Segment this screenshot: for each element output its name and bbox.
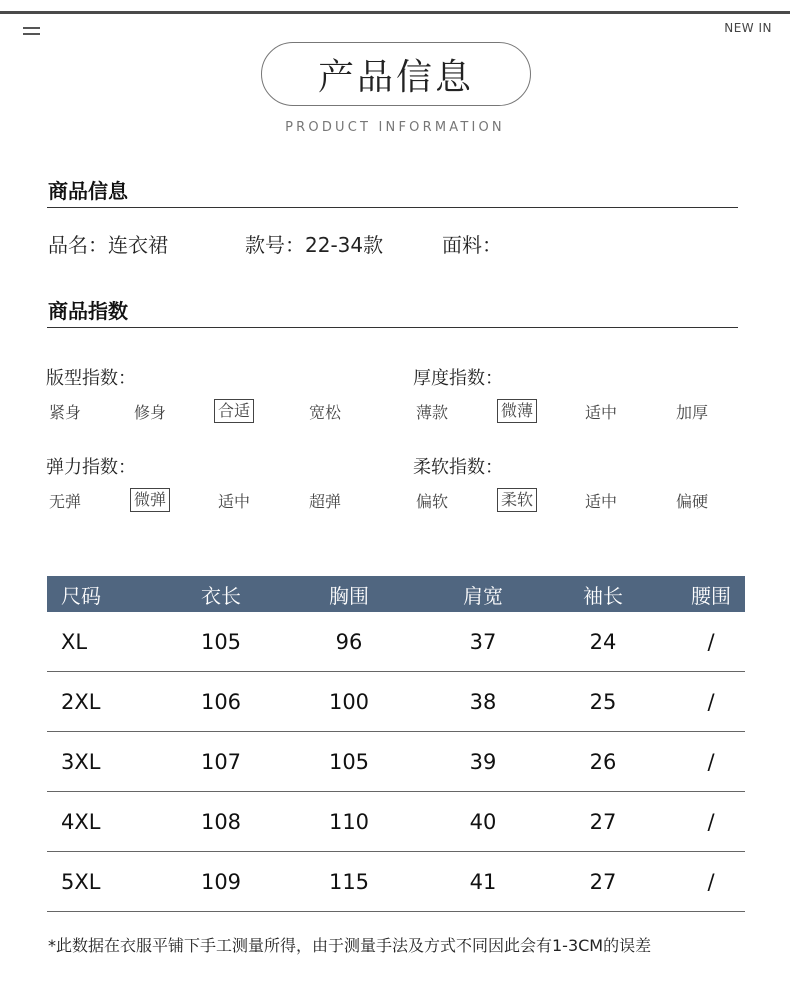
index-label: 弹力指数：	[46, 457, 136, 478]
table-cell: 25	[529, 672, 677, 732]
table-cell: 27	[529, 852, 677, 912]
index-option[interactable]: 偏硬	[676, 492, 709, 511]
footnote: *此数据在衣服平铺下手工测量所得，由于测量手法及方式不同因此会有1-3CM的误差	[48, 936, 652, 955]
index-option[interactable]: 适中	[218, 492, 251, 511]
table-cell: 5XL	[47, 852, 181, 912]
table-cell: 100	[261, 672, 437, 732]
table-cell: 26	[529, 732, 677, 792]
index-option-selected[interactable]: 柔软	[497, 488, 537, 512]
table-cell: 106	[181, 672, 261, 732]
index-label: 柔软指数：	[413, 457, 503, 478]
table-cell: /	[677, 672, 745, 732]
header-cell: 肩宽	[437, 576, 529, 612]
index-option[interactable]: 修身	[134, 403, 167, 422]
table-cell: 109	[181, 852, 261, 912]
table-cell: 41	[437, 852, 529, 912]
product-model: 款号：22-34款	[245, 233, 384, 257]
header-cell: 尺码	[47, 576, 181, 612]
product-name: 品名：连衣裙	[48, 233, 168, 257]
table-row	[47, 792, 745, 852]
index-option[interactable]: 超弹	[309, 492, 342, 511]
table-row	[47, 612, 745, 672]
menu-icon[interactable]	[23, 24, 40, 36]
header-cell: 衣长	[181, 576, 261, 612]
table-cell: 27	[529, 792, 677, 852]
page-title-text: 产品信息	[317, 56, 474, 98]
table-cell: XL	[47, 612, 181, 672]
product-fabric: 面料：	[442, 233, 502, 257]
table-cell: 115	[261, 852, 437, 912]
table-row	[47, 852, 745, 912]
index-option[interactable]: 紧身	[49, 403, 82, 422]
table-cell: 107	[181, 732, 261, 792]
page-title	[261, 42, 531, 106]
page-subtitle: PRODUCT INFORMATION	[285, 120, 505, 135]
table-row	[47, 672, 745, 732]
new-in-label: NEW IN	[724, 21, 772, 35]
table-cell: 24	[529, 612, 677, 672]
table-cell: 96	[261, 612, 437, 672]
table-cell: 38	[437, 672, 529, 732]
header-cell: 胸围	[261, 576, 437, 612]
table-cell: 105	[261, 732, 437, 792]
index-option-selected[interactable]: 微薄	[497, 399, 537, 423]
divider	[47, 327, 738, 328]
table-cell: 108	[181, 792, 261, 852]
product-info-heading: 商品信息	[48, 179, 128, 203]
divider	[47, 207, 738, 208]
table-cell: 40	[437, 792, 529, 852]
index-option[interactable]: 薄款	[416, 403, 449, 422]
size-table-header	[47, 576, 745, 612]
table-cell: 37	[437, 612, 529, 672]
indices-heading: 商品指数	[48, 299, 128, 323]
table-cell: 4XL	[47, 792, 181, 852]
table-cell: 2XL	[47, 672, 181, 732]
table-cell: /	[677, 852, 745, 912]
table-cell: 105	[181, 612, 261, 672]
index-label: 版型指数：	[46, 368, 136, 389]
index-option[interactable]: 无弹	[49, 492, 82, 511]
index-option[interactable]: 宽松	[309, 403, 342, 422]
top-rule	[0, 11, 790, 14]
index-option[interactable]: 偏软	[416, 492, 449, 511]
table-cell: /	[677, 792, 745, 852]
index-option[interactable]: 适中	[585, 403, 618, 422]
index-option-selected[interactable]: 微弹	[130, 488, 170, 512]
table-cell: /	[677, 732, 745, 792]
table-row	[47, 732, 745, 792]
header-cell: 腰围	[677, 576, 745, 612]
table-cell: 39	[437, 732, 529, 792]
index-option[interactable]: 适中	[585, 492, 618, 511]
table-cell: /	[677, 612, 745, 672]
table-cell: 3XL	[47, 732, 181, 792]
index-option[interactable]: 加厚	[676, 403, 709, 422]
index-option-selected[interactable]: 合适	[214, 399, 254, 423]
table-cell: 110	[261, 792, 437, 852]
size-table	[47, 576, 745, 912]
header-cell: 袖长	[529, 576, 677, 612]
index-label: 厚度指数：	[413, 368, 503, 389]
